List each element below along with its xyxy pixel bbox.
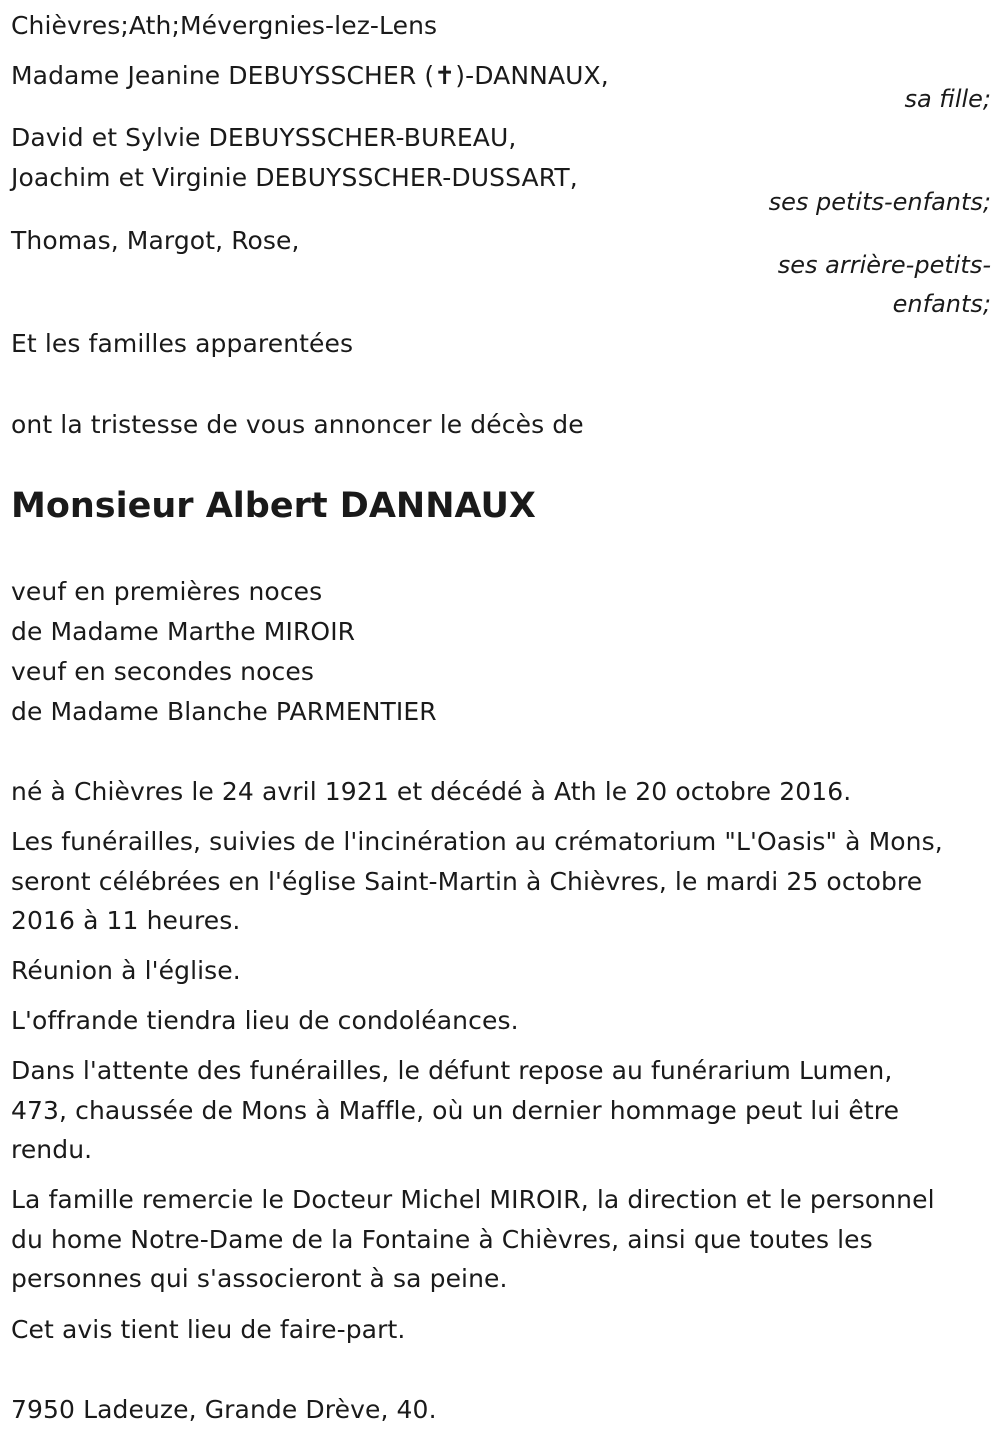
thanks-line-3: personnes qui s'associeront à sa peine.	[11, 1264, 508, 1293]
deceased-name: Monsieur Albert DANNAUX	[11, 486, 536, 526]
family-great-grandchildren-role-line-1: ses arrière-petits-	[777, 251, 991, 279]
funeral-line-1: Les funérailles, suivies de l'incinération au crématorium "L'Oasis" à Mons,	[11, 827, 943, 856]
funeral-line-3: 2016 à 11 heures.	[11, 906, 241, 935]
spouse-line-4: de Madame Blanche PARMENTIER	[11, 697, 437, 726]
repose-line-3: rendu.	[11, 1135, 93, 1164]
repose-line-2: 473, chaussée de Mons à Maffle, où un dernier hommage peut lui être	[11, 1096, 900, 1125]
family-grandchildren-name-1: David et Sylvie DEBUYSSCHER-BUREAU,	[11, 123, 517, 152]
family-great-grandchildren-names: Thomas, Margot, Rose,	[11, 226, 300, 255]
spouse-line-1: veuf en premières noces	[11, 577, 323, 606]
notice-line: Cet avis tient lieu de faire-part.	[11, 1315, 406, 1344]
birth-death-line: né à Chièvres le 24 avril 1921 et décédé à Ath le 20 octobre 2016.	[11, 777, 852, 806]
thanks-line-2: du home Notre-Dame de la Fontaine à Chièvres, ainsi que toutes les	[11, 1225, 873, 1254]
repose-line-1: Dans l'attente des funérailles, le défunt repose au funérarium Lumen,	[11, 1056, 893, 1085]
spouse-line-2: de Madame Marthe MIROIR	[11, 617, 356, 646]
announcement-line: ont la tristesse de vous annoncer le décès de	[11, 410, 584, 439]
family-daughter-name: Madame Jeanine DEBUYSSCHER (✝)-DANNAUX,	[11, 61, 609, 90]
offering-line: L'offrande tiendra lieu de condoléances.	[11, 1006, 519, 1035]
family-grandchildren-name-2: Joachim et Virginie DEBUYSSCHER-DUSSART,	[11, 163, 578, 192]
family-grandchildren-role: ses petits-enfants;	[768, 188, 991, 216]
family-daughter-role: sa fille;	[904, 85, 991, 113]
spouse-line-3: veuf en secondes noces	[11, 657, 314, 686]
meeting-line: Réunion à l'église.	[11, 956, 241, 985]
relatives-line: Et les familles apparentées	[11, 329, 354, 358]
address-line: 7950 Ladeuze, Grande Drève, 40.	[11, 1395, 437, 1424]
locations-header: Chièvres;Ath;Mévergnies-lez-Lens	[11, 11, 438, 40]
thanks-line-1: La famille remercie le Docteur Michel MIROIR, la direction et le personnel	[11, 1185, 935, 1214]
family-great-grandchildren-role-line-2: enfants;	[892, 290, 991, 318]
funeral-line-2: seront célébrées en l'église Saint-Martin à Chièvres, le mardi 25 octobre	[11, 867, 923, 896]
